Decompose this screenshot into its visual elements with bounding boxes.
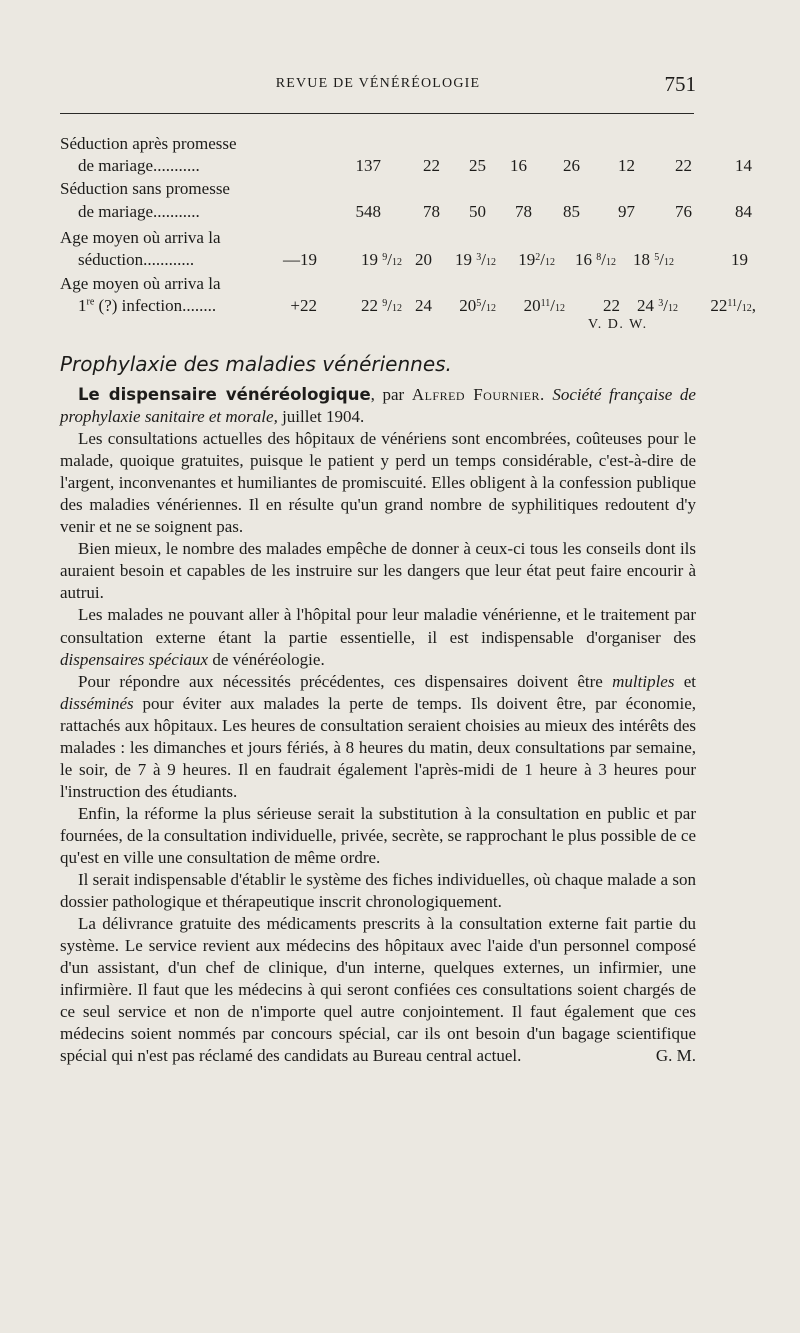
table-cell: 19 — [731, 250, 748, 269]
table-cell: 24 — [415, 296, 432, 315]
table-cell: 50 — [469, 202, 486, 221]
table-cell: 22 $^9$/12 — [361, 296, 402, 315]
table-cell: 137 — [355, 156, 381, 175]
table-row — [60, 156, 752, 178]
article-body — [60, 384, 696, 1067]
row-label: Age moyen où arriva la — [60, 228, 221, 247]
page-number: 751 — [664, 72, 696, 96]
paragraph: Il serait indispensable d'établir le système des fiches individuelles, où chaque malade a son dossier pathologique et thérapeutique inscrit chronologiquement. — [60, 870, 696, 912]
table-signature: V. D. W. — [588, 317, 648, 332]
article-author: Alfred Fournier. — [411, 385, 545, 404]
article-signature: G. M. — [655, 1046, 696, 1066]
table-row — [60, 250, 748, 272]
article-title: Le dispensaire vénéréologique — [78, 385, 371, 404]
table-cell: 548 — [355, 202, 381, 221]
table-cell: 85 — [563, 202, 580, 221]
article-source: Société française de prophylaxie sanitaire et morale, — [60, 385, 696, 427]
table-row — [60, 202, 752, 224]
row-label: Age moyen où arriva la — [60, 274, 221, 293]
table-cell: 16 — [510, 156, 527, 175]
article-date: juillet 1904. — [277, 407, 365, 427]
table-cell: 14 — [735, 156, 752, 175]
paragraph: La délivrance gratuite des médicaments prescrits à la consultation externe fait partie du système. Le service revient aux médecins des hôpitaux avec l'aide d'un personnel composé d'un assistant, d'un chef de clinique, d'un interne, quelques externes, un infirmier, une infirmière. Il faut que les médecins à qui seront confiées ces consultations soient chargés de ce seul service et non de n'importe quel autre conjointement. Il faut également que ces médecins soient nommés par concours spécial, car ils ont besoin d'un bagage scientifique spécial qui n'est pas réclamé des candidats au Bureau central actuel. G. M. — [60, 913, 696, 1067]
table-cell: 16 $^8$/12 — [575, 250, 616, 269]
table-cell: 24 $^3$/12 — [637, 296, 678, 315]
running-title: REVUE DE VÉNÉRÉOLOGIE — [275, 76, 481, 91]
table-cell: $19^2/12$ — [518, 250, 555, 269]
table-cell: —19 — [283, 250, 317, 269]
paragraph: Enfin, la réforme la plus sérieuse serait la substitution à la consultation en public et par fournées, de la consultation individuelle, privée, secrète, se rapprochant le plus possible de ce qu'est en ville une consultation de même ordre. — [60, 803, 696, 867]
table-cell: 97 — [618, 202, 635, 221]
table-cell: 22 — [603, 296, 620, 315]
running-head — [60, 74, 696, 100]
table-cell: 18 $^5$/12 — [633, 250, 674, 269]
row-label: séduction............ — [78, 250, 195, 269]
table-cell: $20^{11}/12$ — [523, 296, 565, 315]
row-label: Séduction sans promesse — [60, 179, 230, 198]
table-cell: 22 — [675, 156, 692, 175]
row-label: Séduction après promesse — [60, 134, 237, 153]
table-cell: +22 — [290, 296, 317, 315]
table-cell: 76 — [675, 202, 692, 221]
table-cell: 78 — [423, 202, 440, 221]
table-cell: 12 — [618, 156, 635, 175]
paragraph: Pour répondre aux nécessités précédentes, ces dispensaires doivent être multiples et disséminés pour éviter aux malades la perte de temps. Ils doivent être, par économie, rattachés aux hôpitaux. Les heures de consultation seraient choisies au mieux des intérêts des malades : les dimanches et jours fériés, à 8 heures du matin, deux consultations par semaine, le soir, de 7 à 9 heures. Il en faudrait également l'après-midi de 1 heure à 3 heures pour l'instruction des étudiants. — [60, 671, 696, 801]
table-cell: 84 — [735, 202, 752, 221]
table-cell: 26 — [563, 156, 580, 175]
section-title: Prophylaxie des maladies vénériennes. — [60, 352, 452, 376]
row-label: de mariage........... — [78, 156, 200, 175]
paragraph: Les malades ne pouvant aller à l'hôpital pour leur maladie vénérienne, et le traitement par consultation externe étant la partie essentielle, il est indispensable d'organiser des dispensaires spéciaux de vénéréologie. — [60, 605, 696, 669]
header-rule — [60, 113, 694, 114]
table-cell: 19 $^3$/12 — [455, 250, 496, 269]
table-row — [60, 296, 756, 318]
table-cell: 20 — [415, 250, 432, 269]
paragraph: Les consultations actuelles des hôpitaux de vénériens sont encombrées, coûteuses pour le malade, quoique gratuites, puisque le patient y perd un temps considérable, c'est-à-dire de l'argent, inconvenantes et humiliantes de promiscuité. Elles obligent à la confession publique des maladies vénériennes. Il en résulte qu'un grand nombre de syphilitiques redoutent d'y venir et ne se soignent pas. — [60, 429, 696, 537]
table-cell: $20^5/12$ — [459, 296, 496, 315]
table-cell: 78 — [515, 202, 532, 221]
article-heading: Le dispensaire vénéréologique, par Alfred Fournier. Société française de prophylaxie sanitaire et morale, juillet 1904. — [60, 385, 696, 427]
row-label: 1re (?) infection........ — [78, 296, 217, 315]
table-cell: $22^{11}/12$, — [710, 296, 756, 315]
table-cell: 22 — [423, 156, 440, 175]
table-cell: 19 $^9$/12 — [361, 250, 402, 269]
paragraph: Bien mieux, le nombre des malades empêche de donner à ceux-ci tous les conseils dont ils auraient besoin et capables de les instruire sur les dangers que leur état peut faire encourir à autrui. — [60, 539, 696, 603]
table-cell: 25 — [469, 156, 486, 175]
row-label: de mariage........... — [78, 202, 200, 221]
